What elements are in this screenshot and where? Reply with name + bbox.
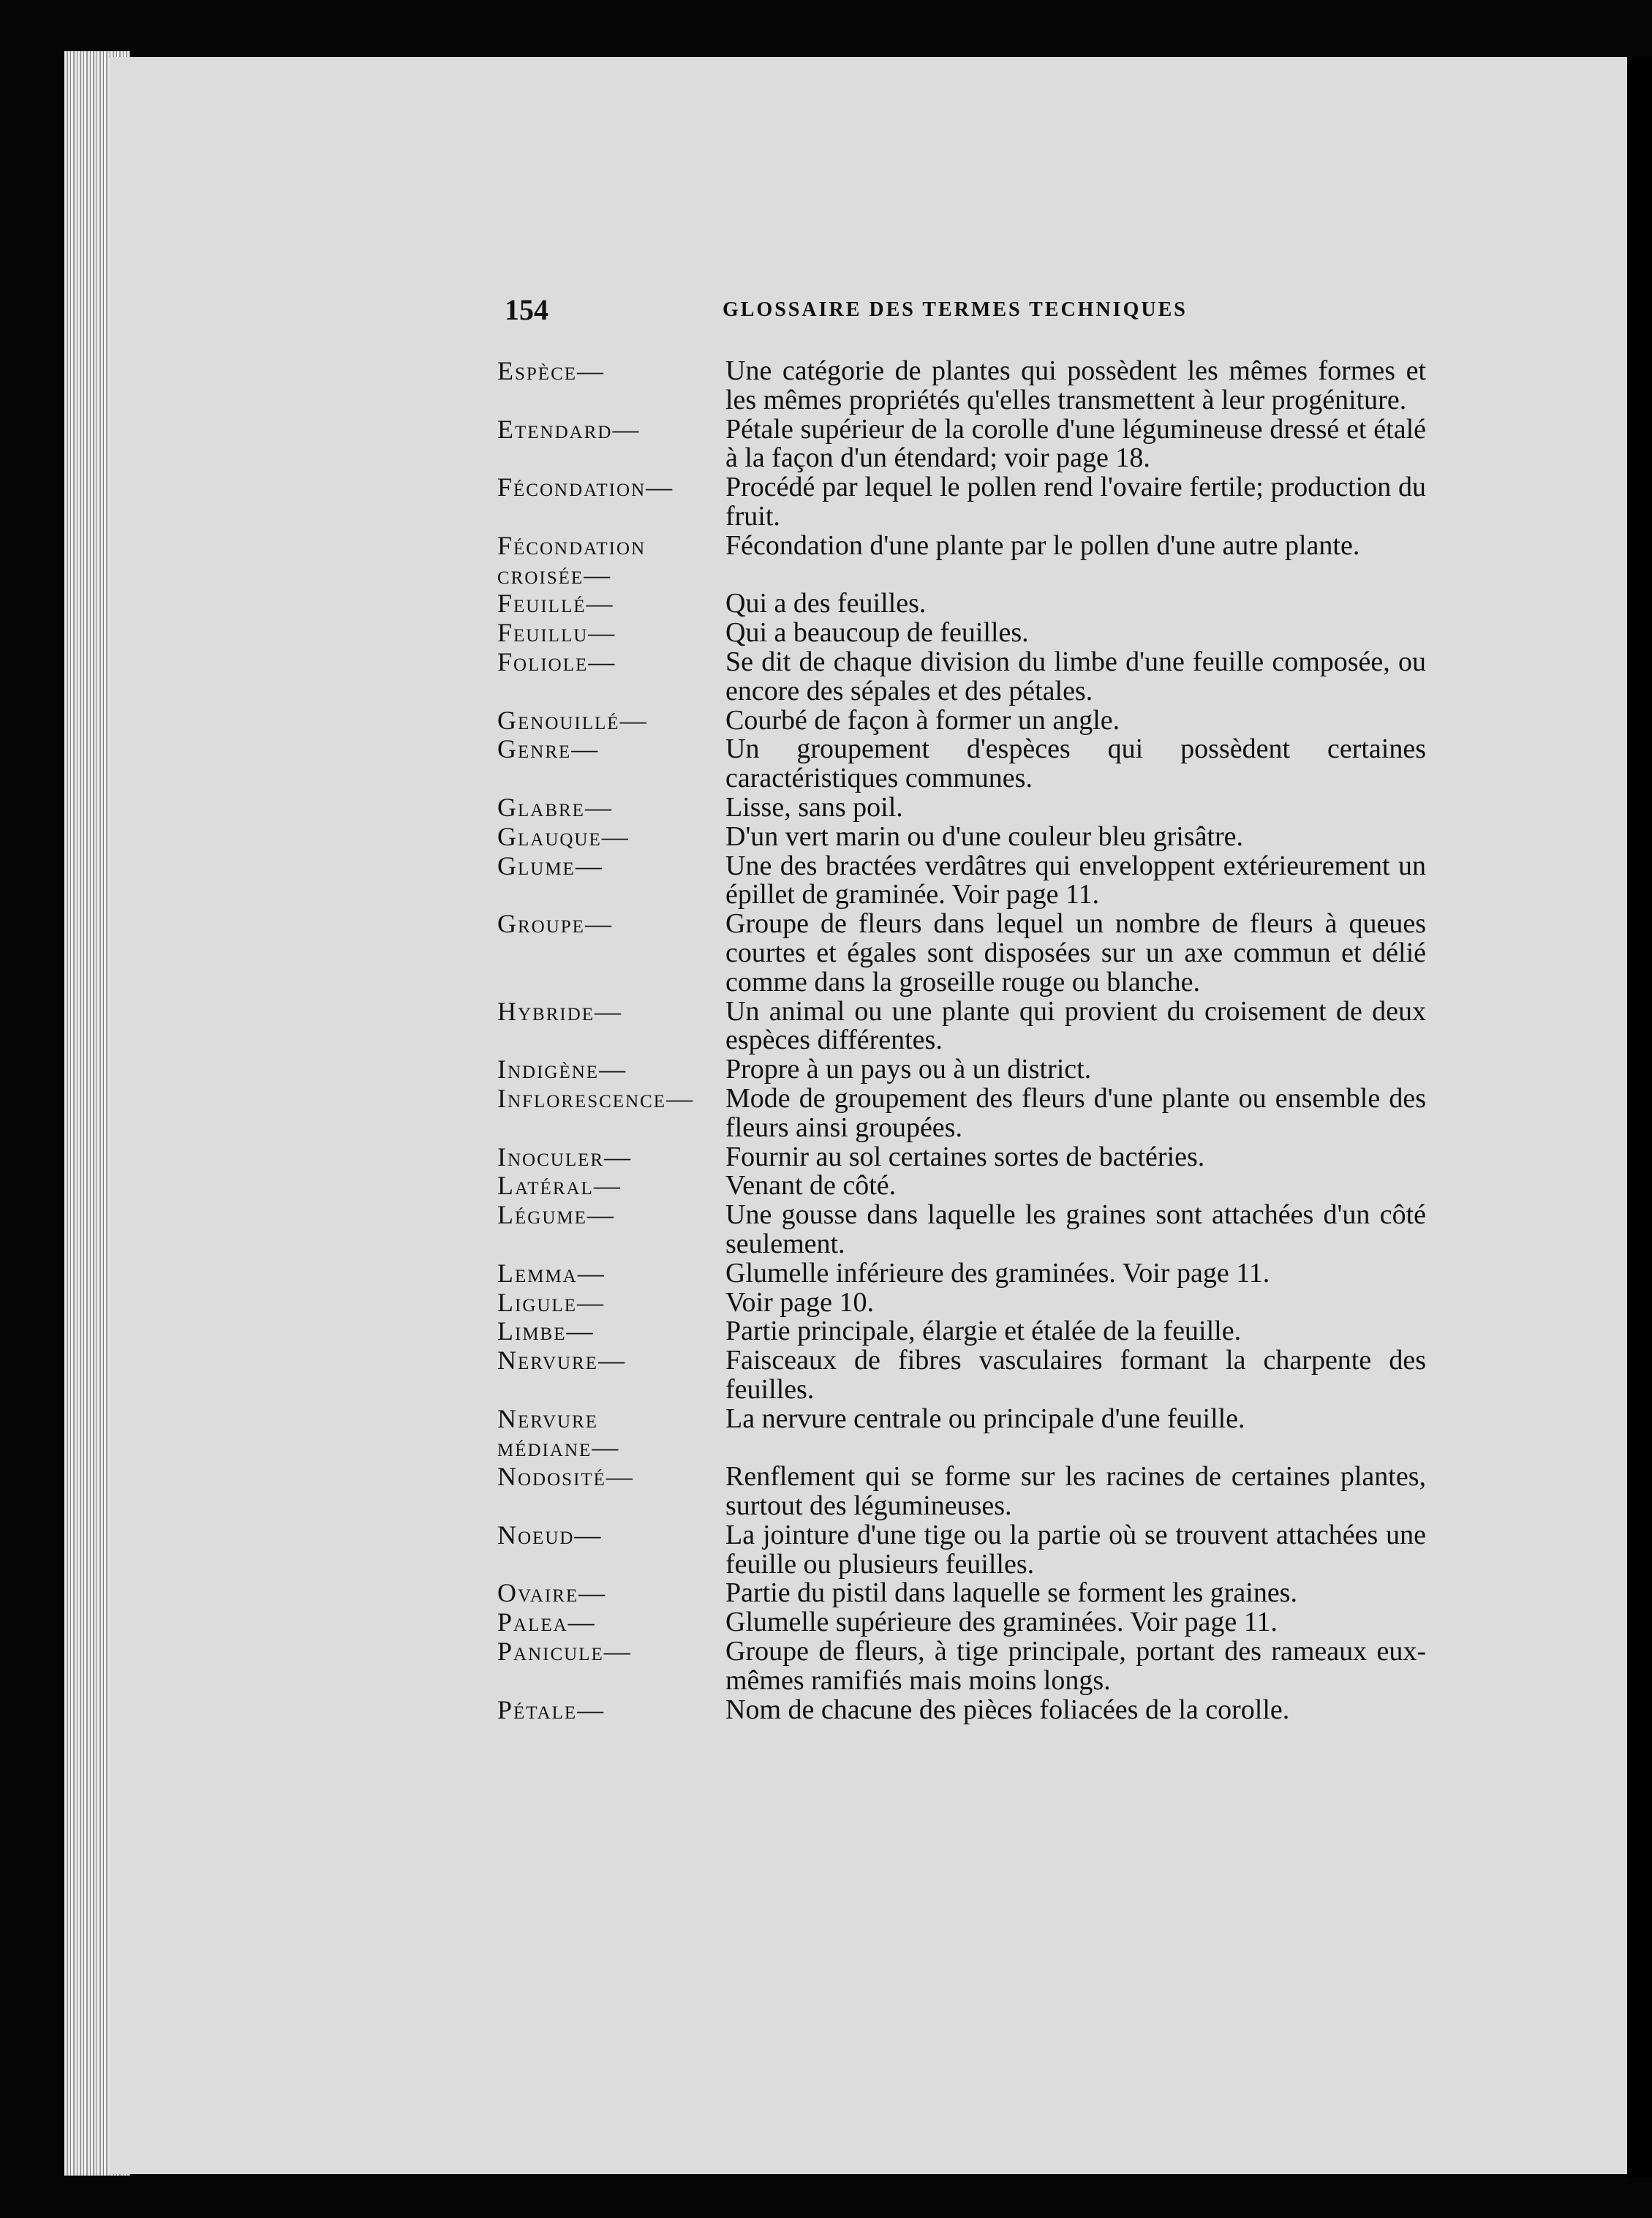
- glossary-term: Panicule—: [497, 1637, 632, 1667]
- glossary-entry: [497, 1608, 1426, 1637]
- glossary-entry: [497, 997, 1426, 1056]
- glossary-entry: [497, 1286, 1426, 1318]
- glossary-entry: [497, 1201, 1426, 1259]
- glossary-definition: Un groupement d'espèces qui possèdent certaines caractéristiques communes.: [725, 733, 1426, 794]
- page-number: 154: [505, 293, 548, 326]
- glossary-entry: [497, 1405, 1426, 1463]
- glossary-entry: [497, 852, 1426, 910]
- glossary-term: Nervure médiane—: [497, 1403, 620, 1463]
- glossary-entry: [497, 1346, 1426, 1405]
- glossary-definition: La jointure d'une tige ou la partie où se trouvent attachées une feuille ou plusieurs feuilles.: [725, 1519, 1426, 1580]
- glossary-definition: Fécondation d'une plante par le pollen d'une autre plante.: [725, 529, 1360, 561]
- glossary-definition: Procédé par lequel le pollen rend l'ovaire fertile; production du fruit.: [725, 472, 1426, 532]
- glossary-entry: [497, 1172, 1426, 1201]
- glossary-entry: [497, 1579, 1426, 1608]
- glossary-term: Inoculer—: [497, 1142, 633, 1172]
- glossary-entry: [497, 1082, 1426, 1143]
- glossary-term: Genouillé—: [497, 705, 648, 735]
- glossary-definition: Fournir au sol certaines sortes de bactéries.: [725, 1141, 1205, 1172]
- glossary-entry: [497, 1055, 1426, 1085]
- glossary-definition: Lisse, sans poil.: [725, 791, 903, 823]
- glossary-definition: D'un vert marin ou d'une couleur bleu grisâtre.: [725, 821, 1244, 852]
- glossary-definition: Renflement qui se forme sur les racines de certaines plantes, surtout des légumineuses.: [725, 1461, 1426, 1522]
- glossary-definition: La nervure centrale ou principale d'une feuille.: [725, 1403, 1245, 1434]
- glossary-definition: Nom de chacune des pièces foliacées de la corolle.: [725, 1694, 1290, 1725]
- glossary-term: Nodosité—: [497, 1462, 634, 1492]
- gutter-shadow: [1627, 57, 1652, 2178]
- glossary-term: Glume—: [497, 850, 603, 880]
- glossary-entry: [497, 793, 1426, 823]
- glossary-definition: Une gousse dans laquelle les graines sont attachées d'un côté seulement.: [725, 1199, 1426, 1259]
- glossary-entry: [497, 473, 1426, 532]
- glossary-term: Etendard—: [497, 414, 641, 444]
- glossary-term: Feuillu—: [497, 618, 616, 648]
- glossary-definition: Glumelle supérieure des graminées. Voir page 11.: [725, 1607, 1278, 1638]
- glossary-term: Fécondation croisée—: [497, 530, 646, 589]
- glossary-definition: Courbé de façon à former un angle.: [725, 704, 1120, 736]
- glossary-term: Pétale—: [497, 1694, 606, 1724]
- glossary-entry: [497, 1463, 1426, 1521]
- glossary-definition: Pétale supérieur de la corolle d'une légumineuse dressé et étalé à la façon d'un étendard; voir page 18.: [725, 413, 1426, 474]
- glossary-entry: [497, 706, 1426, 736]
- glossary-term: Latéral—: [497, 1171, 622, 1201]
- glossary-entry: [497, 529, 1426, 590]
- glossary-term: Glauque—: [497, 821, 630, 851]
- glossary-term: Feuillé—: [497, 589, 614, 619]
- glossary-definition: Partie du pistil dans laquelle se forment les graines.: [725, 1577, 1297, 1609]
- glossary-entry: [497, 357, 1426, 415]
- glossary-definition: Glumelle inférieure des graminées. Voir page 11.: [725, 1257, 1270, 1289]
- glossary-entry: [497, 415, 1426, 474]
- glossary-definition: Groupe de fleurs, à tige principale, portant des rameaux eux-mêmes ramifiés mais moins longs.: [725, 1636, 1426, 1696]
- glossary-term: Groupe—: [497, 909, 613, 939]
- glossary-definition: Partie principale, élargie et étalée de la feuille.: [725, 1316, 1242, 1347]
- glossary-term: Inflorescence—: [497, 1083, 695, 1113]
- glossary-entry: [497, 1143, 1426, 1172]
- glossary-definition: Une catégorie de plantes qui possèdent les mêmes formes et les mêmes propriétés qu'elles transmettent à leur progéniture.: [725, 355, 1426, 415]
- glossary-entry: [497, 910, 1426, 997]
- glossary-definition: Un animal ou une plante qui provient du croisement de deux espèces différentes.: [725, 995, 1426, 1056]
- glossary-entry: [497, 648, 1426, 706]
- glossary-entry: [497, 1317, 1426, 1346]
- glossary-entry: [497, 1259, 1426, 1289]
- glossary-term: Genre—: [497, 734, 600, 764]
- glossary-entry: [497, 1637, 1426, 1696]
- glossary-definition: Se dit de chaque division du limbe d'une feuille composée, ou encore des sépales et des pétales.: [725, 646, 1426, 706]
- glossary-definition: Qui a beaucoup de feuilles.: [725, 617, 1029, 649]
- glossary-definition: Une des bractées verdâtres qui enveloppent extérieurement un épillet de graminée. Voir page 11.: [725, 850, 1426, 910]
- glossary-entry: [497, 735, 1426, 793]
- glossary-definition: Voir page 10.: [725, 1286, 874, 1318]
- glossary-term: Glabre—: [497, 792, 613, 822]
- glossary-entry: [497, 1696, 1426, 1725]
- glossary-term: Ovaire—: [497, 1578, 607, 1608]
- glossary-term: Fécondation—: [497, 472, 674, 502]
- glossary-term: Légume—: [497, 1200, 615, 1230]
- glossary-term: Lemma—: [497, 1258, 606, 1288]
- glossary-definition: Propre à un pays ou à un district.: [725, 1054, 1092, 1085]
- glossary-term: Noeud—: [497, 1520, 603, 1550]
- glossary-term: Foliole—: [497, 646, 616, 676]
- glossary-definition: Venant de côté.: [725, 1170, 897, 1202]
- glossary-term: Palea—: [497, 1607, 596, 1637]
- glossary-entry: [497, 589, 1426, 619]
- page-title: GLOSSAIRE DES TERMES TECHNIQUES: [723, 298, 1188, 321]
- glossary-definition: Faisceaux de fibres vasculaires formant la charpente des feuilles.: [725, 1345, 1426, 1405]
- glossary-entry: [497, 619, 1426, 648]
- glossary-term: Indigène—: [497, 1055, 627, 1085]
- glossary-term: Limbe—: [497, 1316, 595, 1346]
- glossary-definition: Mode de groupement des fleurs d'une plante ou ensemble des fleurs ainsi groupées.: [725, 1082, 1426, 1143]
- running-head: [505, 293, 1441, 336]
- glossary-definition: Groupe de fleurs dans lequel un nombre de fleurs à queues courtes et égales sont disposées sur un axe commun et délié comme dans la groseille rouge ou blanche.: [725, 908, 1426, 997]
- glossary-term: Hybride—: [497, 996, 623, 1026]
- glossary-term: Nervure—: [497, 1346, 626, 1376]
- glossary-definition: Qui a des feuilles.: [725, 588, 927, 619]
- glossary-entry: [497, 823, 1426, 852]
- glossary-term: Ligule—: [497, 1287, 605, 1317]
- glossary-term: Espèce—: [497, 356, 606, 385]
- glossary-list: [497, 357, 1426, 1724]
- glossary-entry: [497, 1521, 1426, 1580]
